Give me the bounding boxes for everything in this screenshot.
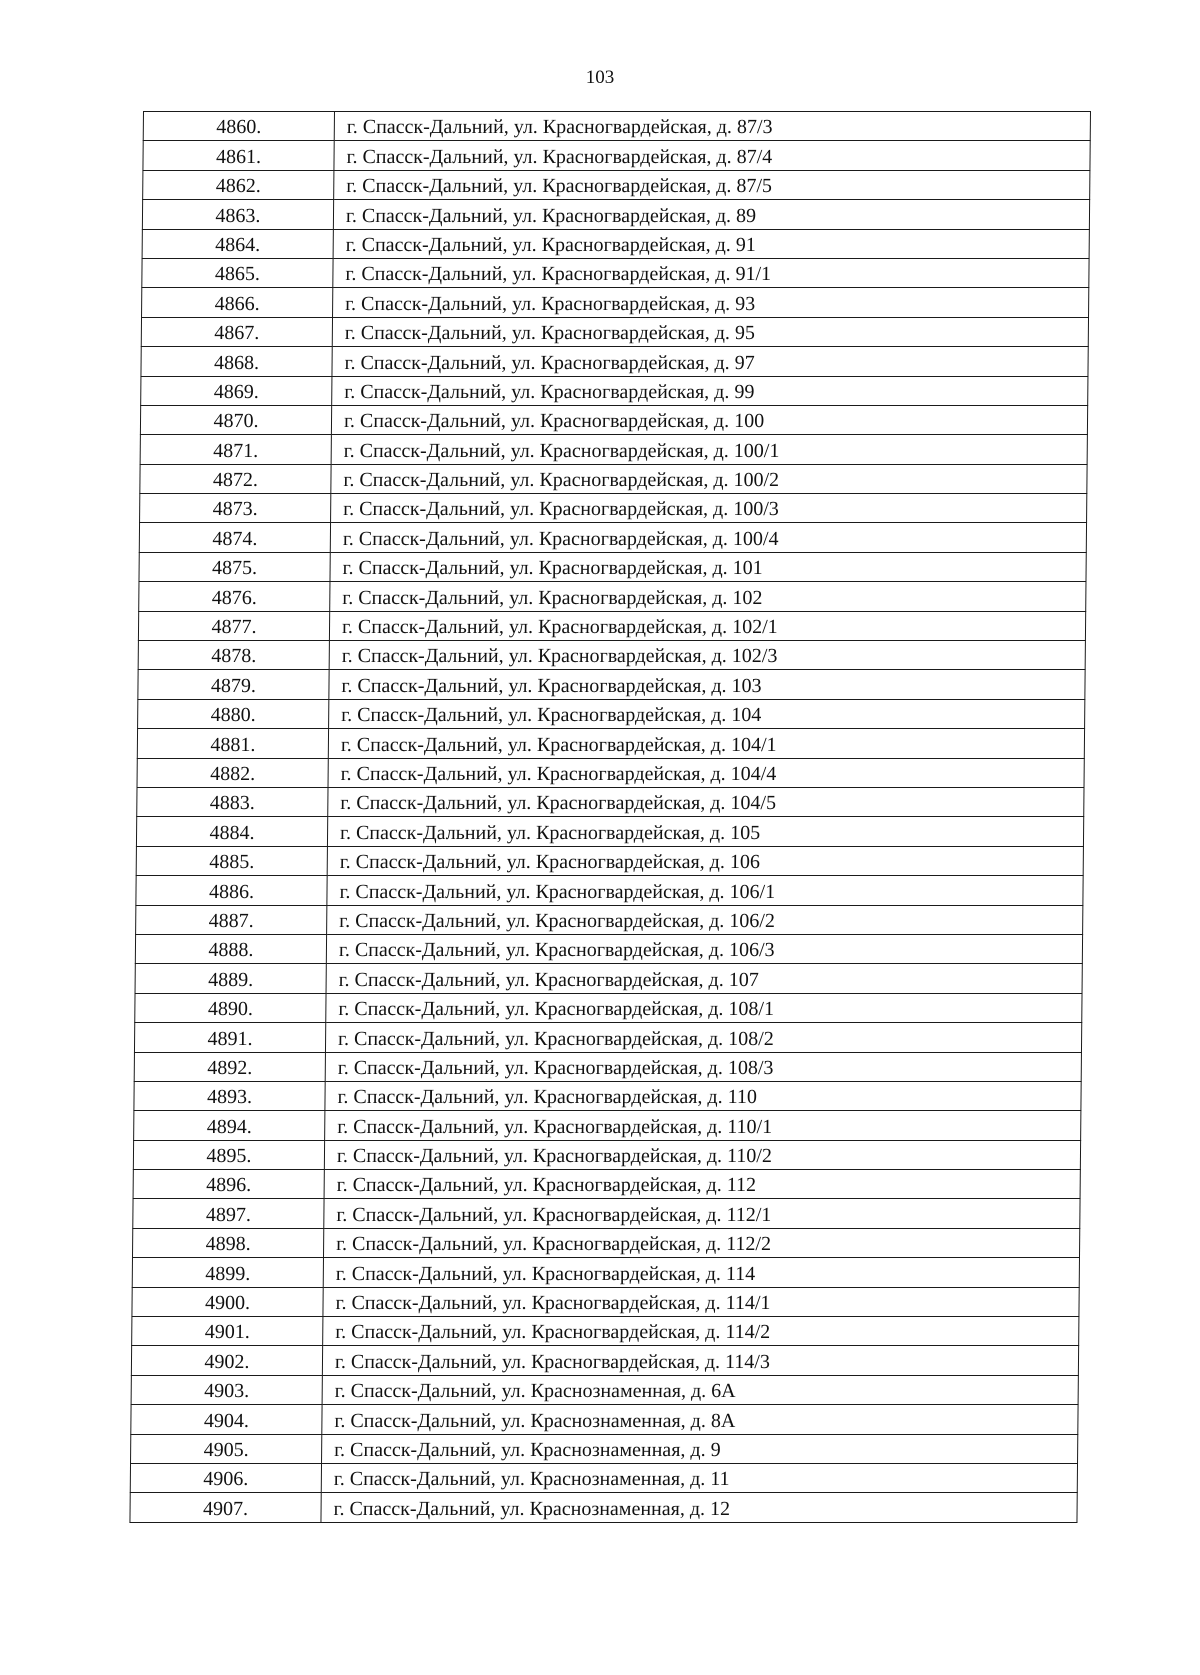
- table-row: [140, 494, 1087, 523]
- row-number-cell: 4873.: [140, 494, 331, 523]
- address-cell: г. Спасск-Дальний, ул. Красногвардейская, д. 106/2: [327, 905, 1083, 934]
- address-cell: г. Спасск-Дальний, ул. Краснознаменная, д. 11: [321, 1463, 1077, 1492]
- row-number-cell: 4894.: [134, 1111, 325, 1140]
- address-cell: г. Спасск-Дальний, ул. Красногвардейская, д. 100/2: [331, 464, 1087, 493]
- address-cell: г. Спасск-Дальний, ул. Красногвардейская, д. 112: [324, 1170, 1080, 1199]
- table-row: [130, 1493, 1077, 1522]
- address-table-body: [130, 112, 1091, 1523]
- row-number-cell: 4877.: [138, 611, 329, 640]
- row-number-cell: 4890.: [135, 993, 326, 1022]
- address-cell: г. Спасск-Дальний, ул. Краснознаменная, д. 9: [322, 1434, 1078, 1463]
- address-cell: г. Спасск-Дальний, ул. Красногвардейская, д. 108/3: [325, 1052, 1081, 1081]
- row-number-cell: 4886.: [136, 876, 327, 905]
- table-row: [139, 582, 1086, 611]
- table-row: [138, 641, 1085, 670]
- row-number-cell: 4861.: [143, 141, 334, 170]
- table-row: [132, 1317, 1079, 1346]
- table-row: [141, 317, 1088, 346]
- address-cell: г. Спасск-Дальний, ул. Красногвардейская, д. 112/1: [324, 1199, 1080, 1228]
- address-cell: г. Спасск-Дальний, ул. Красногвардейская, д. 114: [323, 1258, 1079, 1287]
- address-cell: г. Спасск-Дальний, ул. Красногвардейская, д. 104/1: [328, 729, 1084, 758]
- table-row: [143, 112, 1090, 141]
- row-number-cell: 4867.: [141, 317, 332, 346]
- row-number-cell: 4893.: [134, 1081, 325, 1110]
- table-row: [136, 817, 1083, 846]
- row-number-cell: 4879.: [138, 670, 329, 699]
- row-number-cell: 4863.: [142, 200, 333, 229]
- address-cell: г. Спасск-Дальний, ул. Краснознаменная, д. 12: [321, 1493, 1077, 1522]
- row-number-cell: 4898.: [132, 1228, 323, 1257]
- row-number-cell: 4887.: [136, 905, 327, 934]
- row-number-cell: 4885.: [136, 846, 327, 875]
- table-row: [137, 787, 1084, 816]
- address-cell: г. Спасск-Дальний, ул. Красногвардейская, д. 100/1: [331, 435, 1087, 464]
- address-cell: г. Спасск-Дальний, ул. Красногвардейская, д. 93: [333, 288, 1089, 317]
- table-row: [137, 729, 1084, 758]
- table-row: [133, 1140, 1080, 1169]
- row-number-cell: 4883.: [137, 787, 328, 816]
- row-number-cell: 4871.: [140, 435, 331, 464]
- address-cell: г. Спасск-Дальний, ул. Красногвардейская, д. 87/5: [334, 170, 1090, 199]
- address-cell: г. Спасск-Дальний, ул. Красногвардейская, д. 89: [333, 200, 1089, 229]
- table-row: [133, 1170, 1080, 1199]
- table-row: [142, 229, 1089, 258]
- row-number-cell: 4880.: [138, 699, 329, 728]
- address-cell: г. Спасск-Дальний, ул. Красногвардейская, д. 110: [325, 1081, 1081, 1110]
- row-number-cell: 4881.: [137, 729, 328, 758]
- row-number-cell: 4882.: [137, 758, 328, 787]
- row-number-cell: 4862.: [143, 170, 334, 199]
- address-cell: г. Спасск-Дальний, ул. Красногвардейская, д. 114/1: [323, 1287, 1079, 1316]
- table-row: [141, 376, 1088, 405]
- table-row: [135, 934, 1082, 963]
- address-cell: г. Спасск-Дальний, ул. Красногвардейская, д. 110/2: [324, 1140, 1080, 1169]
- table-row: [135, 964, 1082, 993]
- table-row: [136, 846, 1083, 875]
- address-cell: г. Спасск-Дальний, ул. Красногвардейская, д. 102: [330, 582, 1086, 611]
- address-table: [129, 111, 1091, 1523]
- row-number-cell: 4907.: [130, 1493, 321, 1522]
- address-cell: г. Спасск-Дальний, ул. Красногвардейская, д. 114/3: [322, 1346, 1078, 1375]
- address-cell: г. Спасск-Дальний, ул. Красногвардейская, д. 95: [332, 317, 1088, 346]
- page-number: 103: [585, 67, 615, 88]
- row-number-cell: 4878.: [138, 641, 329, 670]
- row-number-cell: 4900.: [132, 1287, 323, 1316]
- address-cell: г. Спасск-Дальний, ул. Красногвардейская, д. 100/3: [331, 494, 1087, 523]
- address-cell: г. Спасск-Дальний, ул. Красногвардейская, д. 99: [332, 376, 1088, 405]
- address-cell: г. Спасск-Дальний, ул. Красногвардейская, д. 114/2: [323, 1317, 1079, 1346]
- address-cell: г. Спасск-Дальний, ул. Красногвардейская, д. 106: [327, 846, 1083, 875]
- table-row: [143, 170, 1090, 199]
- table-row: [140, 405, 1087, 434]
- table-row: [140, 435, 1087, 464]
- row-number-cell: 4896.: [133, 1170, 324, 1199]
- address-cell: г. Спасск-Дальний, ул. Красногвардейская, д. 106/3: [326, 934, 1082, 963]
- table-row: [139, 523, 1086, 552]
- row-number-cell: 4866.: [142, 288, 333, 317]
- address-cell: г. Спасск-Дальний, ул. Красногвардейская, д. 107: [326, 964, 1082, 993]
- address-cell: г. Спасск-Дальний, ул. Красногвардейская, д. 112/2: [323, 1228, 1079, 1257]
- table-row: [131, 1375, 1078, 1404]
- row-number-cell: 4888.: [135, 934, 326, 963]
- table-row: [140, 464, 1087, 493]
- row-number-cell: 4897.: [133, 1199, 324, 1228]
- address-cell: г. Спасск-Дальний, ул. Красногвардейская, д. 104/4: [328, 758, 1084, 787]
- table-row: [135, 993, 1082, 1022]
- address-cell: г. Спасск-Дальний, ул. Красногвардейская, д. 87/4: [334, 141, 1090, 170]
- address-cell: г. Спасск-Дальний, ул. Красногвардейская, д. 108/2: [325, 1023, 1081, 1052]
- row-number-cell: 4901.: [132, 1317, 323, 1346]
- row-number-cell: 4892.: [134, 1052, 325, 1081]
- table-row: [133, 1199, 1080, 1228]
- address-cell: г. Спасск-Дальний, ул. Красногвардейская, д. 100/4: [330, 523, 1086, 552]
- table-row: [132, 1258, 1079, 1287]
- table-row: [134, 1081, 1081, 1110]
- address-cell: г. Спасск-Дальний, ул. Красногвардейская, д. 101: [330, 552, 1086, 581]
- table-row: [131, 1346, 1078, 1375]
- address-cell: г. Спасск-Дальний, ул. Красногвардейская, д. 104/5: [328, 787, 1084, 816]
- table-row: [131, 1434, 1078, 1463]
- row-number-cell: 4860.: [143, 112, 334, 141]
- address-cell: г. Спасск-Дальний, ул. Красногвардейская, д. 102/3: [329, 641, 1085, 670]
- table-row: [138, 611, 1085, 640]
- address-cell: г. Спасск-Дальний, ул. Краснознаменная, д. 6А: [322, 1375, 1078, 1404]
- row-number-cell: 4874.: [139, 523, 330, 552]
- address-cell: г. Спасск-Дальний, ул. Красногвардейская, д. 91: [333, 229, 1089, 258]
- table-row: [131, 1405, 1078, 1434]
- address-cell: г. Спасск-Дальний, ул. Красногвардейская, д. 104: [329, 699, 1085, 728]
- table-row: [134, 1023, 1081, 1052]
- address-cell: г. Спасск-Дальний, ул. Красногвардейская, д. 110/1: [325, 1111, 1081, 1140]
- table-row: [143, 141, 1090, 170]
- table-row: [130, 1463, 1077, 1492]
- row-number-cell: 4869.: [141, 376, 332, 405]
- row-number-cell: 4864.: [142, 229, 333, 258]
- row-number-cell: 4895.: [133, 1140, 324, 1169]
- row-number-cell: 4891.: [134, 1023, 325, 1052]
- row-number-cell: 4868.: [141, 347, 332, 376]
- address-cell: г. Спасск-Дальний, ул. Красногвардейская, д. 100: [331, 405, 1087, 434]
- table-row: [141, 347, 1088, 376]
- row-number-cell: 4904.: [131, 1405, 322, 1434]
- table-row: [142, 200, 1089, 229]
- table-row: [134, 1052, 1081, 1081]
- address-cell: г. Спасск-Дальний, ул. Краснознаменная, д. 8А: [322, 1405, 1078, 1434]
- table-row: [137, 758, 1084, 787]
- row-number-cell: 4884.: [136, 817, 327, 846]
- row-number-cell: 4875.: [139, 552, 330, 581]
- address-cell: г. Спасск-Дальний, ул. Красногвардейская, д. 102/1: [329, 611, 1085, 640]
- address-cell: г. Спасск-Дальний, ул. Красногвардейская, д. 108/1: [326, 993, 1082, 1022]
- address-cell: г. Спасск-Дальний, ул. Красногвардейская, д. 87/3: [334, 112, 1090, 141]
- row-number-cell: 4865.: [142, 258, 333, 287]
- address-cell: г. Спасск-Дальний, ул. Красногвардейская, д. 106/1: [327, 876, 1083, 905]
- address-cell: г. Спасск-Дальний, ул. Красногвардейская, д. 103: [329, 670, 1085, 699]
- table-row: [134, 1111, 1081, 1140]
- table-row: [138, 670, 1085, 699]
- row-number-cell: 4872.: [140, 464, 331, 493]
- row-number-cell: 4906.: [130, 1463, 321, 1492]
- row-number-cell: 4905.: [131, 1434, 322, 1463]
- table-row: [142, 258, 1089, 287]
- address-cell: г. Спасск-Дальний, ул. Красногвардейская, д. 97: [332, 347, 1088, 376]
- table-row: [132, 1287, 1079, 1316]
- table-row: [136, 876, 1083, 905]
- row-number-cell: 4889.: [135, 964, 326, 993]
- table-row: [132, 1228, 1079, 1257]
- address-cell: г. Спасск-Дальний, ул. Красногвардейская, д. 91/1: [333, 258, 1089, 287]
- row-number-cell: 4902.: [131, 1346, 322, 1375]
- table-row: [138, 699, 1085, 728]
- row-number-cell: 4876.: [139, 582, 330, 611]
- row-number-cell: 4899.: [132, 1258, 323, 1287]
- table-row: [142, 288, 1089, 317]
- row-number-cell: 4903.: [131, 1375, 322, 1404]
- address-cell: г. Спасск-Дальний, ул. Красногвардейская, д. 105: [327, 817, 1083, 846]
- row-number-cell: 4870.: [140, 405, 331, 434]
- table-row: [139, 552, 1086, 581]
- table-row: [136, 905, 1083, 934]
